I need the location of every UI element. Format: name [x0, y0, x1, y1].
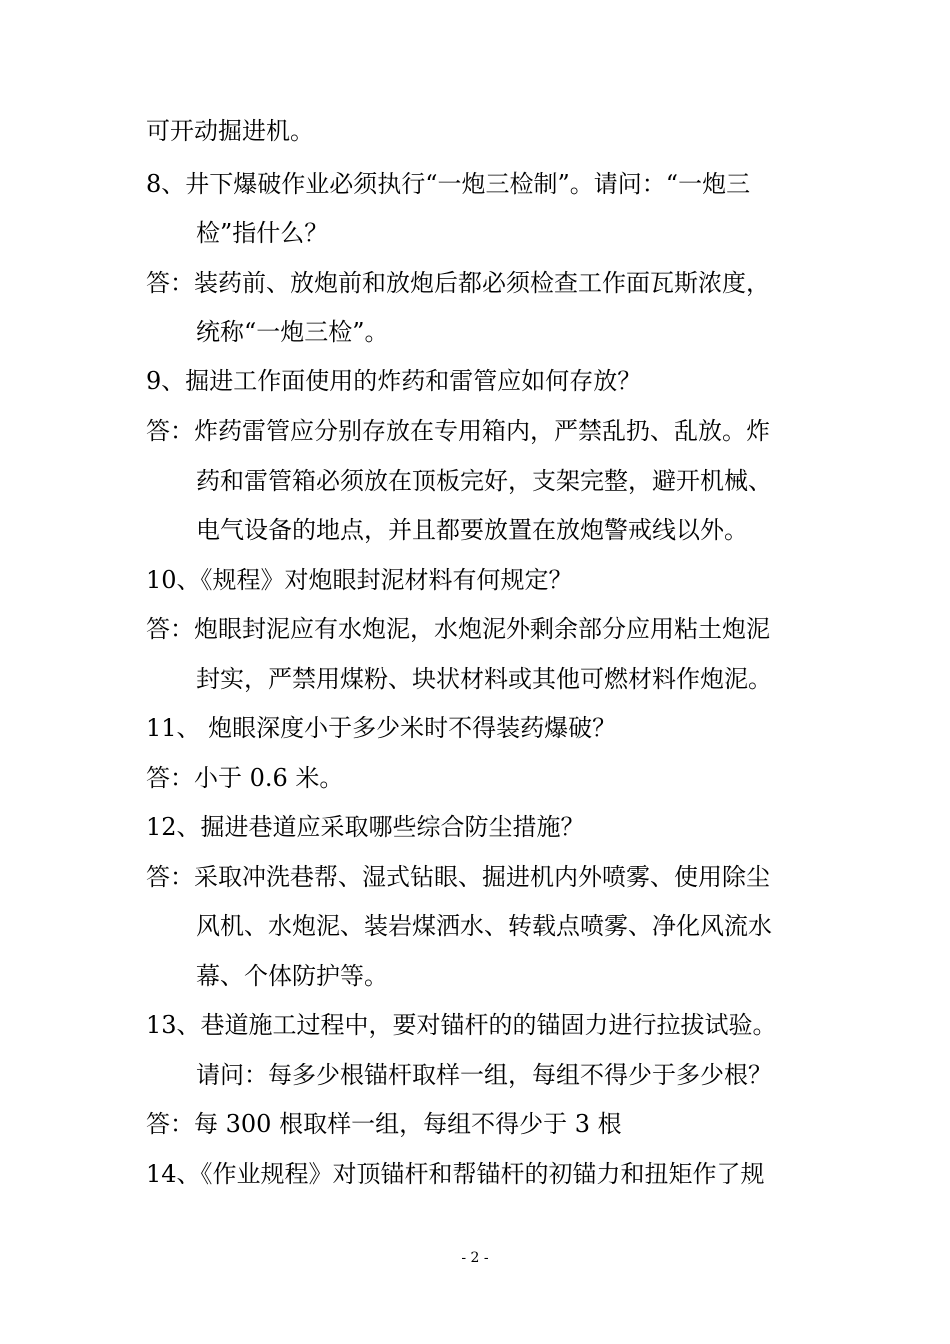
answer-12: 答：采取冲洗巷帮、湿式钻眼、掘进机内外喷雾、使用除尘 — [146, 863, 770, 891]
question-12: 12、掘进巷道应采取哪些综合防尘措施？ — [146, 813, 585, 841]
answer-13: 答：每 300 根取样一组，每组不得少于 3 根 — [146, 1110, 622, 1138]
question-14: 14、《作业规程》对顶锚杆和帮锚杆的初锚力和扭矩作了规 — [146, 1160, 765, 1188]
answer-12-continued-1: 风机、水炮泥、装岩煤洒水、转载点喷雾、净化风流水 — [196, 912, 772, 940]
answer-10: 答：炮眼封泥应有水炮泥，水炮泥外剩余部分应用粘土炮泥 — [146, 615, 770, 643]
question-10: 10、《规程》对炮眼封泥材料有何规定？ — [146, 566, 573, 594]
page-number: - 2 - — [461, 1250, 489, 1266]
question-13-continued: 请问：每多少根锚杆取样一组，每组不得少于多少根？ — [196, 1061, 772, 1089]
answer-8-continued: 统称“一炮三检”。 — [196, 318, 389, 346]
question-8-continued: 检”指什么？ — [196, 219, 329, 247]
question-8: 8、井下爆破作业必须执行“一炮三检制”。请问：“一炮三 — [146, 170, 751, 198]
answer-12-continued-2: 幕、个体防护等。 — [196, 962, 388, 990]
answer-9-continued-2: 电气设备的地点，并且都要放置在放炮警戒线以外。 — [196, 516, 748, 544]
answer-10-continued: 封实，严禁用煤粉、块状材料或其他可燃材料作炮泥。 — [196, 665, 772, 693]
text-line-continuation: 可开动掘进机。 — [146, 117, 314, 145]
question-13: 13、巷道施工过程中，要对锚杆的的锚固力进行拉拔试验。 — [146, 1011, 777, 1039]
answer-9: 答：炸药雷管应分别存放在专用箱内，严禁乱扔、乱放。炸 — [146, 417, 770, 445]
answer-9-continued-1: 药和雷管箱必须放在顶板完好，支架完整，避开机械、 — [196, 467, 772, 495]
answer-8: 答：装药前、放炮前和放炮后都必须检查工作面瓦斯浓度， — [146, 269, 770, 297]
answer-11: 答：小于 0.6 米。 — [146, 764, 344, 792]
question-9: 9、掘进工作面使用的炸药和雷管应如何存放？ — [146, 367, 642, 395]
question-11: 11、 炮眼深度小于多少米时不得装药爆破？ — [146, 714, 617, 742]
